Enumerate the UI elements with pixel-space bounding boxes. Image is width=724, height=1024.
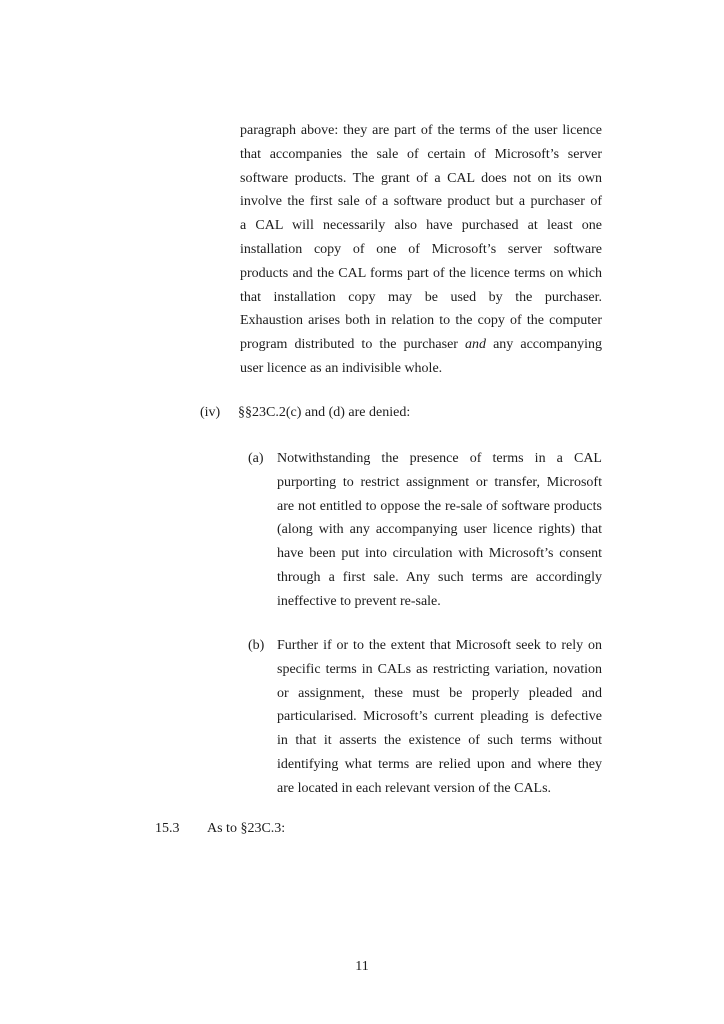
subitem-b-label: (b) — [248, 638, 265, 653]
subitem-a-label: (a) — [248, 451, 264, 466]
item-iv-text: §§23C.2(c) and (d) are denied: — [238, 405, 411, 420]
section-15-3-text: As to §23C.3: — [207, 821, 286, 836]
section-15-3-number: 15.3 — [155, 821, 180, 836]
item-iv-label: (iv) — [200, 405, 221, 420]
page-number: 11 — [355, 959, 369, 974]
continuation-paragraph: paragraph above: they are part of the terms of the user licence that accompanies the sale of certain of Microsoft’s server software products. The grant of a CAL does not on its own involve the first sale of a software product but a purchaser of a CAL will necessarily also have purchased at least one installation copy of one of Microsoft’s server software products and the CAL forms part of the licence terms on which that installation copy may be used by the purchaser. Exhaustion arises both in relation to the copy of the computer program distributed to the purchaser and any accompanying user licence as an indivisible whole. — [240, 123, 603, 376]
subitem-b-paragraph: Further if or to the extent that Microsoft seek to rely on specific terms in CALs as restricting variation, novation or assignment, these must be properly pleaded and particularised. Microsoft’s current pleading is defective in that it asserts the existence of such terms without identifying what terms are relied upon and where they are located in each relevant version of the CALs. — [277, 638, 602, 796]
subitem-a-paragraph: Notwithstanding the presence of terms in a CAL purporting to restrict assignment or transfer, Microsoft are not entitled to oppose the re-sale of software products (along with any accompanying user licence rights) that have been put into circulation with Microsoft’s consent through a first sale. Any such terms are accordingly ineffective to prevent re-sale. — [277, 451, 602, 609]
